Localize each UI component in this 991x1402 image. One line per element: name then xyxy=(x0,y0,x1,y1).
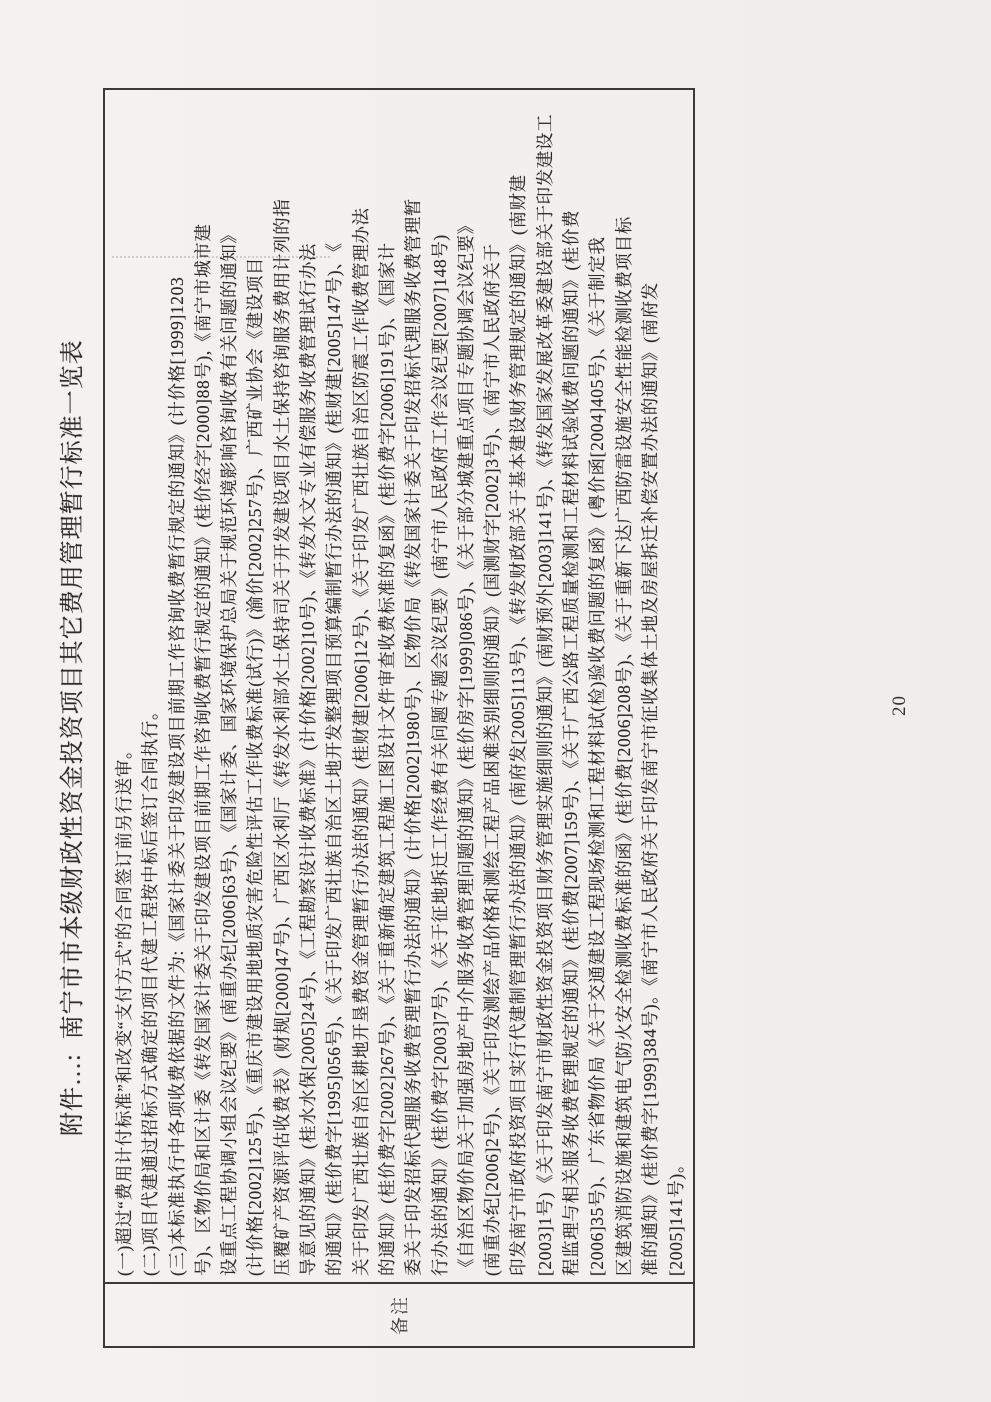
remarks-row-content xyxy=(105,90,693,1282)
document-title xyxy=(52,339,87,1136)
note-line: (二)项目代建通过招标方式确定的项目代建工程按中标后签订合同执行。 xyxy=(140,702,161,1276)
note-line: (南重办纪[2006]2号)、《关于印发测绘产品价格和测绘工程产品困难类别细则的通知》(国测财字[2002]3号)、《南宁市人民政府关于 xyxy=(482,243,503,1276)
note-line: 《自治区物价局关于加强房地产中介服务收费管理问题的通知》(桂价房字[1999]086号)、《关于部分城建重点项目专题协调会议纪要》 xyxy=(455,216,476,1276)
note-line: 设重点工程协调小组会议纪要》(南重办纪[2006]63号)、《国家计委、国家环境保护总局关于规范环境影响咨询收费有关问题的通知》 xyxy=(219,225,240,1276)
note-line: 压覆矿产资源评估收费表》(财规[2000]47号)、广西区水利厅《转发水利部水土保持司关于开发建设项目水土保持咨询服务费用计列的指 xyxy=(271,198,292,1276)
note-line: [2005]141号)。 xyxy=(666,1155,687,1276)
note-line: 区建筑消防设施和建筑电气防火安全检测收费标准的函》(桂价费[2006]208号)、《关于重新下达广西防雷设施安全性能检测收费项目标 xyxy=(613,216,634,1276)
note-line: 号)、区物价局和区计委《转发国家计委关于印发建设项目前期工作咨询收费暂行规定的通知》(桂价经字[2000]88号),《南宁市城市建 xyxy=(192,223,213,1276)
remarks-table xyxy=(103,88,695,1348)
note-line: 的通知》(桂价费字[1995]056号)、《关于印发广西壮族自治区土地开发整理项目预算编制暂行办法的通知》(桂财建[2005]147号)、《 xyxy=(324,242,345,1276)
note-line: [2006]35号)、广东省物价局《关于交通建设工程现场检测和工程材料试(检)验收费问题的复函》(粤价函[2004]405号)、《关于制定我 xyxy=(587,236,608,1276)
note-line: (计价格[2002]125号)、《重庆市建设用地地质灾害危险性评估工作收费标准(试行)》(渝价[2002]257号)、广西矿业协会《建设项目 xyxy=(245,256,266,1276)
note-line: (一)超过“费用计付标准”和改变“支付方式”的合同签订前另行送审。 xyxy=(114,740,134,1276)
note-line: 行办法的通知》(桂价费字[2003]7号)、《关于征地拆迁工作经费有关问题专题会议纪要》(南宁市人民政府工作会议纪要[2007]148号) xyxy=(429,234,450,1276)
note-line: 程监理与相关服务收费管理规定的通知》(桂价费[2007]159号)、《关于广西公路工程质量检测和工程材料试验收费问题的通知》(桂价费 xyxy=(561,209,582,1276)
remarks-row-header: 备注 xyxy=(105,1282,693,1346)
note-line: 委关于印发招标代理服务收费管理暂行办法的通知》(计价格[2002]1980号)、区物价局《转发国家计委关于印发招标代理服务收费管理暂 xyxy=(403,198,424,1276)
title-text: 南宁市市本级财政性资金投资项目其它费用管理暂行标准一览表 xyxy=(60,339,86,1040)
note-line: 的通知》(桂价费字[2002]267号)、《关于重新确定建筑工程施工图设计文件审查收费标准的复函》(桂价费字[2006]191号)、《国家计 xyxy=(376,242,397,1276)
note-line: [2003]1号)《关于印发南宁市财政性资金投资项目财务管理实施细则的通知》(南财预外[2003]141号)、《转发国家发展改革委建设部关于印发建设工 xyxy=(534,113,555,1276)
note-line: 关于印发广西壮族自治区耕地开垦费资金管理暂行办法的通知》(桂财建[2006]12号)、《关于印发广西壮族自治区防震工作收费管理办法 xyxy=(350,207,371,1276)
note-line: 准的通知》(桂价费字[1999]384号)。《南宁市人民政府关于印发南宁市征收集体土地及房屋拆迁补偿安置办法的通知》(南府发 xyxy=(639,282,660,1276)
attachment-label: 附件…: xyxy=(60,1053,86,1136)
page-number: 20 xyxy=(889,695,910,716)
note-line: 导意见的通知》(桂水水保[2005]24号)、《工程勘察设计收费标准》(计价格[2002]10号)、《转发水文专业有偿服务收费管理试行办法 xyxy=(298,242,319,1276)
note-line: (三)本标准执行中各项收费依据的文件为:《国家计委关于印发建设项目前期工作咨询收费暂行规定的通知》(计价格[1999]1203 xyxy=(166,276,187,1276)
note-line: 印发南宁市政府投资项目实行代建制管理暂行办法的通知》(南府发[2005]113号)、《转发财政部关于基本建设财务管理规定的通知》(南财建 xyxy=(508,174,529,1276)
